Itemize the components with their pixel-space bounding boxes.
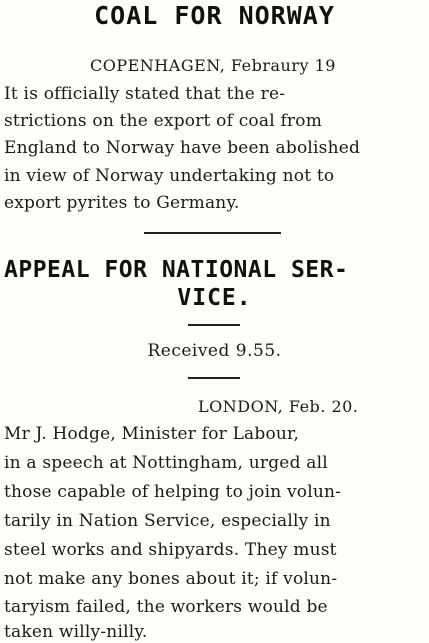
article-headline <box>0 256 429 312</box>
body-line: taryism failed, the workers would be <box>4 597 328 617</box>
dateline: COPENHAGEN, Febraury 19 <box>90 56 336 75</box>
headline-line: VICE. <box>177 285 252 311</box>
body-line: taken willy-nilly. <box>4 622 148 642</box>
divider-short <box>188 324 240 326</box>
body-line: Mr J. Hodge, Minister for Labour, <box>4 424 300 444</box>
body-line: England to Norway have been abolished <box>4 138 361 158</box>
body-line: in a speech at Nottingham, urged all <box>4 453 328 473</box>
received-note: Received 9.55. <box>147 341 282 361</box>
body-line: tarily in Nation Service, especially in <box>4 511 331 531</box>
dateline: LONDON, Feb. 20. <box>198 397 359 416</box>
divider-short <box>188 377 240 379</box>
body-line: export pyrites to Germany. <box>4 193 240 213</box>
article-headline: COAL FOR NORWAY <box>94 1 335 30</box>
body-line: in view of Norway undertaking not to <box>4 166 335 186</box>
body-line: those capable of helping to join volun- <box>4 482 342 502</box>
body-line: not make any bones about it; if volun- <box>4 569 338 589</box>
body-line: strictions on the export of coal from <box>4 111 323 131</box>
body-line: It is officially stated that the re- <box>4 84 286 104</box>
headline-line: APPEAL FOR NATIONAL SER- <box>4 257 349 283</box>
body-line: steel works and shipyards. They must <box>4 540 337 560</box>
section-divider <box>144 232 281 234</box>
